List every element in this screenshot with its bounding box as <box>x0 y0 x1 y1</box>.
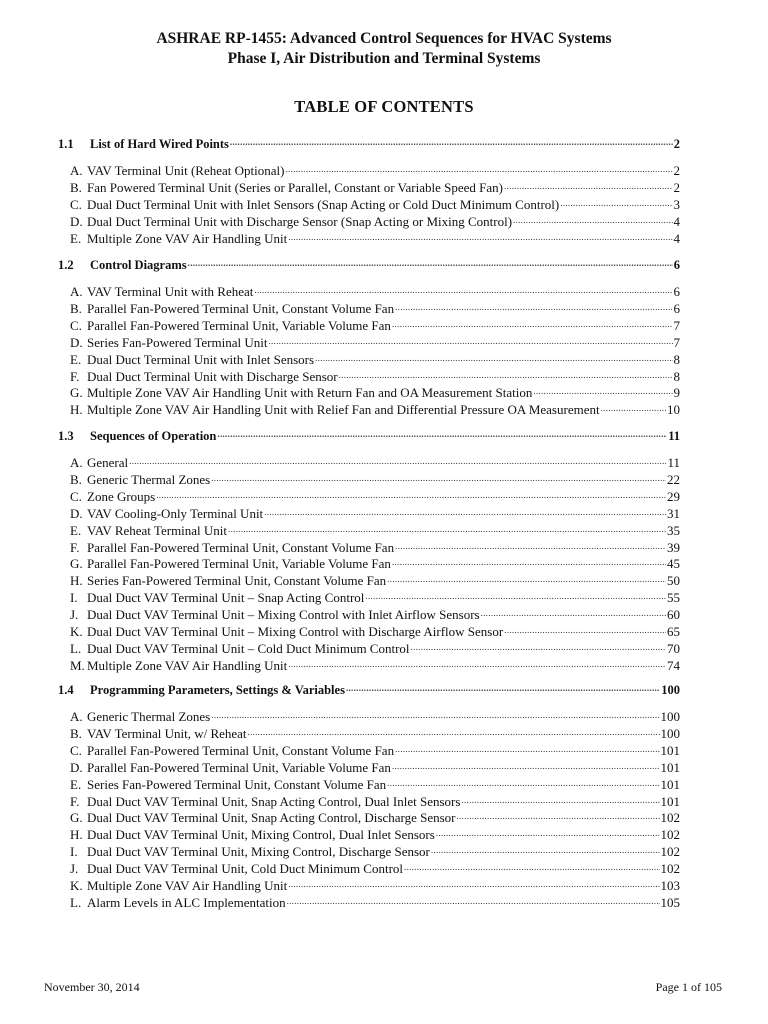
entry-title: Alarm Levels in ALC Implementation <box>87 894 286 910</box>
entry-page: 4 <box>673 213 680 229</box>
dot-leader <box>392 318 673 330</box>
footer-page-number: Page 1 of 105 <box>655 980 722 994</box>
entry-page: 102 <box>660 810 680 826</box>
dot-leader <box>404 861 659 873</box>
dot-leader <box>346 682 660 694</box>
dot-leader <box>365 590 666 602</box>
dot-leader <box>230 136 673 148</box>
entry-title: VAV Terminal Unit with Reheat <box>87 284 254 299</box>
entry-page: 102 <box>660 827 680 843</box>
entry-page: 31 <box>667 505 680 521</box>
entry-title: Parallel Fan-Powered Terminal Unit, Variable Volume Fan <box>87 556 391 572</box>
toc-entry[interactable] <box>70 196 680 213</box>
dot-leader <box>287 895 660 907</box>
entry-letter: I. <box>70 844 78 860</box>
entry-page: 70 <box>667 640 680 656</box>
section-number: 1.1 <box>58 137 74 151</box>
toc-entry[interactable] <box>70 505 680 522</box>
entry-page: 101 <box>660 742 680 758</box>
toc-entry[interactable] <box>70 351 680 368</box>
entry-title: Parallel Fan-Powered Terminal Unit, Constant Volume Fan <box>87 539 395 555</box>
section-title: Programming Parameters, Settings & Variables <box>90 683 345 697</box>
section-number: 1.4 <box>58 683 74 697</box>
entry-letter: G. <box>70 810 83 826</box>
document-title <box>0 29 768 69</box>
entry-letter: A. <box>70 284 83 299</box>
entry-title: Generic Thermal Zones <box>87 709 211 724</box>
entry-title: Zone Groups <box>87 488 156 504</box>
entry-page: 101 <box>660 776 680 792</box>
toc-entry[interactable] <box>70 213 680 230</box>
dot-leader <box>513 214 672 226</box>
entry-page: 100 <box>660 725 680 741</box>
entry-letter: K. <box>70 878 83 893</box>
entry-page: 3 <box>673 196 680 212</box>
entry-page: 105 <box>660 894 680 910</box>
toc-entry[interactable] <box>70 877 680 894</box>
entry-page: 2 <box>673 163 680 178</box>
toc-entry[interactable] <box>70 759 680 776</box>
entry-title: Fan Powered Terminal Unit (Series or Parallel, Constant or Variable Speed Fan) <box>87 179 503 195</box>
entry-page: 6 <box>673 300 680 316</box>
toc-entry[interactable] <box>70 708 680 725</box>
toc-entry[interactable] <box>70 843 680 860</box>
dot-leader <box>504 180 673 192</box>
entry-page: 102 <box>660 844 680 860</box>
entry-title: Dual Duct VAV Terminal Unit – Mixing Control with Inlet Airflow Sensors <box>87 607 480 623</box>
entry-title: Multiple Zone VAV Air Handling Unit with Relief Fan and Differential Pressure OA Measurement <box>87 402 600 418</box>
toc-entry[interactable] <box>70 401 680 418</box>
entry-title: VAV Reheat Terminal Unit <box>87 522 228 538</box>
entry-letter: C. <box>70 742 82 758</box>
dot-leader <box>264 506 666 518</box>
dot-leader <box>601 402 666 414</box>
entry-letter: L. <box>70 894 82 910</box>
toc-entry[interactable] <box>70 454 680 471</box>
dot-leader <box>395 743 659 755</box>
entry-letter: H. <box>70 402 83 418</box>
toc-entry[interactable] <box>70 776 680 793</box>
entry-page: 101 <box>660 759 680 775</box>
entry-title: Multiple Zone VAV Air Handling Unit with Return Fan and OA Measurement Station <box>87 385 533 401</box>
entry-letter: D. <box>70 759 83 775</box>
entry-page: 10 <box>667 402 680 418</box>
toc-entry[interactable] <box>70 725 680 742</box>
entry-title: VAV Terminal Unit, w/ Reheat <box>87 725 247 741</box>
entry-page: 8 <box>673 351 680 367</box>
entry-letter: E. <box>70 522 82 538</box>
toc-entry[interactable] <box>70 471 680 488</box>
footer-date: November 30, 2014 <box>44 980 140 994</box>
toc-entry[interactable] <box>70 826 680 843</box>
section-number: 1.2 <box>58 258 74 272</box>
toc-entry[interactable] <box>70 606 680 623</box>
entry-title: Series Fan-Powered Terminal Unit, Constant Volume Fan <box>87 573 387 589</box>
toc-entry[interactable] <box>70 589 680 606</box>
entry-title: Multiple Zone VAV Air Handling Unit <box>87 657 288 673</box>
entry-page: 8 <box>673 368 680 384</box>
dot-leader <box>481 607 666 619</box>
dot-leader <box>461 794 659 806</box>
toc-entry[interactable] <box>70 572 680 589</box>
dot-leader <box>560 197 672 209</box>
section-title: Control Diagrams <box>90 258 187 272</box>
title-line-1: ASHRAE RP-1455: Advanced Control Sequences for HVAC Systems <box>156 30 612 47</box>
entry-letter: D. <box>70 334 83 350</box>
dot-leader <box>288 878 659 890</box>
entry-page: 74 <box>667 657 680 673</box>
dot-leader <box>395 540 666 552</box>
entry-letter: C. <box>70 196 82 212</box>
entry-page: 100 <box>660 709 680 724</box>
toc-entry[interactable] <box>70 317 680 334</box>
toc-entry[interactable] <box>70 522 680 539</box>
dot-leader <box>254 284 672 296</box>
dot-leader <box>288 231 672 243</box>
entry-page: 55 <box>667 590 680 606</box>
entry-title: Dual Duct VAV Terminal Unit – Mixing Control with Discharge Airflow Sensor <box>87 624 504 639</box>
dot-leader <box>268 335 672 347</box>
entry-letter: F. <box>70 539 80 555</box>
entry-page: 22 <box>667 471 680 487</box>
entry-letter: C. <box>70 317 82 333</box>
entry-letter: D. <box>70 505 83 521</box>
dot-leader <box>395 301 672 313</box>
toc-entry[interactable] <box>70 488 680 505</box>
entry-letter: D. <box>70 213 83 229</box>
dot-leader <box>211 472 666 484</box>
entry-title: Dual Duct Terminal Unit with Inlet Sensors <box>87 351 315 367</box>
dot-leader <box>217 428 667 440</box>
toc-entry[interactable] <box>70 860 680 877</box>
dot-leader <box>339 369 673 381</box>
toc-entry[interactable] <box>70 368 680 385</box>
dot-leader <box>392 760 660 772</box>
dot-leader <box>387 573 666 585</box>
entry-letter: J. <box>70 607 79 623</box>
toc-entry[interactable] <box>70 230 680 247</box>
dot-leader <box>288 658 666 670</box>
entry-letter: I. <box>70 590 78 606</box>
entry-title: Dual Duct VAV Terminal Unit – Snap Acting Control <box>87 590 365 606</box>
entry-letter: B. <box>70 179 82 195</box>
entry-page: 6 <box>673 284 680 299</box>
title-line-2: Phase I, Air Distribution and Terminal Systems <box>227 50 541 67</box>
dot-leader <box>457 810 660 822</box>
entry-title: Dual Duct VAV Terminal Unit, Mixing Control, Discharge Sensor <box>87 844 430 860</box>
dot-leader <box>411 641 666 653</box>
toc-section-heading[interactable] <box>58 257 680 274</box>
entry-page: 65 <box>667 624 680 639</box>
dot-leader <box>228 523 666 535</box>
toc-entry[interactable] <box>70 283 680 300</box>
toc-entry[interactable] <box>70 300 680 317</box>
entry-letter: L. <box>70 640 82 656</box>
entry-letter: K. <box>70 624 83 639</box>
entry-page: 45 <box>667 556 680 572</box>
entry-page: 101 <box>660 793 680 809</box>
toc-heading: TABLE OF CONTENTS <box>294 97 474 116</box>
entry-page: 11 <box>667 455 680 470</box>
section-title: Sequences of Operation <box>90 429 217 443</box>
entry-page: 7 <box>673 317 680 333</box>
entry-title: Multiple Zone VAV Air Handling Unit <box>87 878 288 893</box>
entry-title: VAV Cooling-Only Terminal Unit <box>87 505 264 521</box>
toc-section-heading[interactable] <box>58 136 680 153</box>
entry-title: Dual Duct VAV Terminal Unit, Mixing Control, Dual Inlet Sensors <box>87 827 435 843</box>
section-page: 11 <box>668 429 680 443</box>
toc-entry[interactable] <box>70 894 680 911</box>
dot-leader <box>248 726 660 738</box>
entry-title: Series Fan-Powered Terminal Unit, Constant Volume Fan <box>87 776 387 792</box>
entry-title: Parallel Fan-Powered Terminal Unit, Variable Volume Fan <box>87 759 391 775</box>
entry-title: VAV Terminal Unit (Reheat Optional) <box>87 163 285 178</box>
entry-page: 2 <box>673 179 680 195</box>
entry-letter: G. <box>70 385 83 401</box>
toc-section-heading[interactable] <box>58 428 680 445</box>
entry-title: Dual Duct VAV Terminal Unit – Cold Duct Minimum Control <box>87 640 410 656</box>
dot-leader <box>436 827 660 839</box>
entry-letter: H. <box>70 827 83 843</box>
entry-letter: J. <box>70 861 79 877</box>
toc-entry[interactable] <box>70 640 680 657</box>
entry-page: 39 <box>667 539 680 555</box>
toc-entry[interactable] <box>70 809 680 826</box>
entry-letter: G. <box>70 556 83 572</box>
entry-letter: A. <box>70 163 83 178</box>
toc-entry[interactable] <box>70 657 680 674</box>
entry-title: Dual Duct VAV Terminal Unit, Snap Acting Control, Dual Inlet Sensors <box>87 793 461 809</box>
entry-title: Generic Thermal Zones <box>87 471 211 487</box>
dot-leader <box>315 352 672 364</box>
entry-letter: E. <box>70 351 82 367</box>
dot-leader <box>285 163 672 175</box>
dot-leader <box>431 844 660 856</box>
entry-letter: H. <box>70 573 83 589</box>
entry-page: 102 <box>660 861 680 877</box>
dot-leader <box>156 489 666 501</box>
section-page: 6 <box>673 258 680 272</box>
entry-letter: B. <box>70 471 82 487</box>
entry-letter: F. <box>70 793 80 809</box>
entry-letter: B. <box>70 725 82 741</box>
entry-title: Dual Duct Terminal Unit with Inlet Sensors (Snap Acting or Cold Duct Minimum Control) <box>87 196 560 212</box>
entry-title: Dual Duct VAV Terminal Unit, Snap Acting Control, Discharge Sensor <box>87 810 456 826</box>
entry-title: Parallel Fan-Powered Terminal Unit, Constant Volume Fan <box>87 300 395 316</box>
toc-entry[interactable] <box>70 555 680 572</box>
dot-leader <box>392 556 666 568</box>
entry-title: Dual Duct VAV Terminal Unit, Cold Duct Minimum Control <box>87 861 404 877</box>
entry-letter: A. <box>70 455 83 470</box>
toc-entry[interactable] <box>70 623 680 640</box>
entry-title: Series Fan-Powered Terminal Unit <box>87 334 268 350</box>
entry-page: 35 <box>667 522 680 538</box>
entry-page: 60 <box>667 607 680 623</box>
section-page: 2 <box>673 137 680 151</box>
entry-letter: E. <box>70 230 82 246</box>
entry-page: 7 <box>673 334 680 350</box>
entry-page: 9 <box>673 385 680 401</box>
dot-leader <box>533 385 672 397</box>
entry-page: 29 <box>667 488 680 504</box>
entry-title: General <box>87 455 129 470</box>
entry-title: Parallel Fan-Powered Terminal Unit, Constant Volume Fan <box>87 742 395 758</box>
entry-page: 103 <box>660 878 680 893</box>
entry-letter: C. <box>70 488 82 504</box>
toc-entry[interactable] <box>70 162 680 179</box>
toc-section-heading[interactable] <box>58 682 680 699</box>
entry-letter: A. <box>70 709 83 724</box>
dot-leader <box>387 777 659 789</box>
entry-letter: F. <box>70 368 80 384</box>
dot-leader <box>504 624 666 636</box>
toc-entry[interactable] <box>70 539 680 556</box>
entry-letter: E. <box>70 776 82 792</box>
section-number: 1.3 <box>58 429 74 443</box>
entry-title: Parallel Fan-Powered Terminal Unit, Variable Volume Fan <box>87 317 391 333</box>
entry-title: Dual Duct Terminal Unit with Discharge Sensor <box>87 368 338 384</box>
entry-page: 4 <box>673 230 680 246</box>
toc-entry[interactable] <box>70 793 680 810</box>
entry-title: Multiple Zone VAV Air Handling Unit <box>87 230 288 246</box>
entry-title: Dual Duct Terminal Unit with Discharge Sensor (Snap Acting or Mixing Control) <box>87 213 513 229</box>
toc-entry[interactable] <box>70 334 680 351</box>
dot-leader <box>188 257 673 269</box>
section-title: List of Hard Wired Points <box>90 137 229 151</box>
toc-entry[interactable] <box>70 384 680 401</box>
entry-letter: B. <box>70 300 82 316</box>
entry-letter: M. <box>70 657 85 673</box>
section-page: 100 <box>661 683 680 697</box>
dot-leader <box>211 709 659 721</box>
entry-page: 50 <box>667 573 680 589</box>
toc-entry[interactable] <box>70 742 680 759</box>
dot-leader <box>129 455 666 467</box>
toc-entry[interactable] <box>70 179 680 196</box>
